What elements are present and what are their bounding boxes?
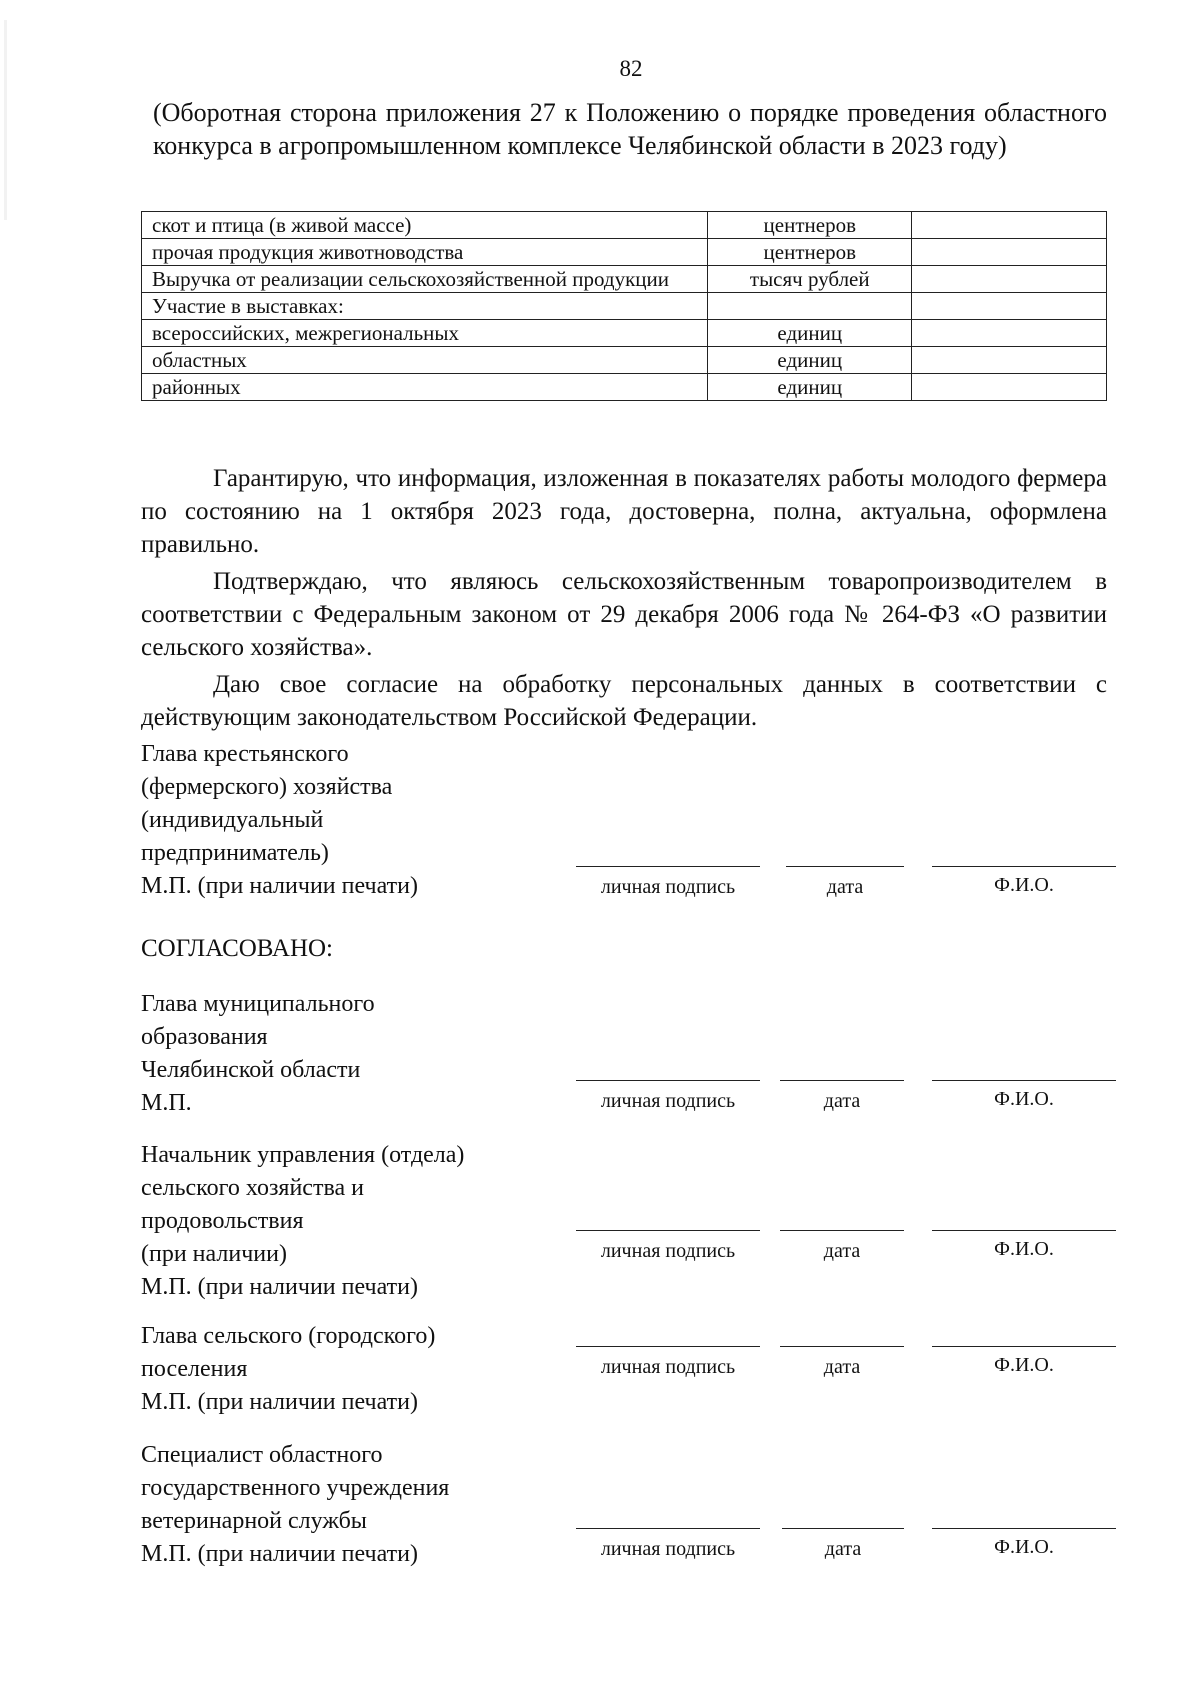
signatory-line: Глава муниципального [141, 991, 375, 1017]
signatory-line: поселения [141, 1356, 248, 1382]
row-label: районных [142, 374, 708, 401]
signatory-line: ветеринарной службы [141, 1508, 367, 1534]
row-value [912, 320, 1107, 347]
date-line [782, 1528, 904, 1529]
signatory-line: Начальник управления (отдела) [141, 1142, 465, 1168]
name-caption: Ф.И.О. [994, 1536, 1054, 1558]
row-label: Выручка от реализации сельскохозяйственной продукции [142, 266, 708, 293]
row-label: Участие в выставках: [142, 293, 708, 320]
signatory-line: сельского хозяйства и [141, 1175, 364, 1201]
row-label: областных [142, 347, 708, 374]
row-label: прочая продукция животноводства [142, 239, 708, 266]
row-value [912, 212, 1107, 239]
agreed-heading: СОГЛАСОВАНО: [141, 935, 334, 962]
row-unit: единиц [708, 374, 912, 401]
signature-line [576, 866, 760, 867]
table-row [142, 293, 1107, 320]
name-line [932, 1230, 1116, 1231]
signatory-line: М.П. (при наличии печати) [141, 1389, 418, 1415]
signatory-settlement-head [141, 1320, 561, 1419]
name-line [932, 1528, 1116, 1529]
date-caption: дата [823, 1356, 861, 1378]
confirmation-paragraph: Подтверждаю, что являюсь сельскохозяйственным товаропроизводителем в соответствии с Федеральным законом от 29 декабря 2006 года № 264-ФЗ «О развитии сельского хозяйства». [141, 568, 1107, 661]
signature-line [576, 1346, 760, 1347]
signature-line [576, 1230, 760, 1231]
signature-line [576, 1080, 760, 1081]
date-line [786, 866, 904, 867]
signature-caption: личная подпись [600, 1240, 736, 1262]
signatory-veterinary-specialist [141, 1439, 561, 1571]
signatory-line: Специалист областного [141, 1442, 383, 1468]
date-caption: дата [823, 1240, 861, 1262]
row-value [912, 374, 1107, 401]
date-caption: дата [823, 1090, 861, 1112]
appendix-header-note: (Оборотная сторона приложения 27 к Положению о порядке проведения областного конкурса в агропромышленном комплексе Челябинской области в 2023 году) [153, 98, 1107, 160]
name-caption: Ф.И.О. [994, 1088, 1054, 1110]
signatory-line: М.П. (при наличии печати) [141, 873, 418, 899]
row-value [912, 239, 1107, 266]
declaration-text [141, 462, 1107, 738]
page-number: 82 [619, 56, 643, 81]
table-row [142, 266, 1107, 293]
signature-caption: личная подпись [600, 1090, 736, 1112]
table-row [142, 374, 1107, 401]
row-value [912, 266, 1107, 293]
name-caption: Ф.И.О. [994, 1354, 1054, 1376]
name-caption: Ф.И.О. [994, 874, 1054, 896]
row-unit: тысяч рублей [708, 266, 912, 293]
table-row [142, 239, 1107, 266]
name-line [932, 1346, 1116, 1347]
table-row [142, 347, 1107, 374]
signature-caption: личная подпись [600, 1356, 736, 1378]
row-unit [708, 293, 912, 320]
signatory-line: Челябинской области [141, 1057, 361, 1083]
signatory-agriculture-head [141, 1139, 561, 1304]
signatory-line: (индивидуальный [141, 807, 324, 833]
row-label: скот и птица (в живой массе) [142, 212, 708, 239]
row-value [912, 293, 1107, 320]
signatory-line: (при наличии) [141, 1241, 287, 1267]
signatory-line: Глава крестьянского [141, 741, 349, 767]
row-unit: центнеров [708, 239, 912, 266]
signatory-farm-head [141, 738, 561, 903]
signatory-line: М.П. [141, 1090, 192, 1116]
row-unit: центнеров [708, 212, 912, 239]
row-label: всероссийских, межрегиональных [142, 320, 708, 347]
signature-caption: личная подпись [600, 1538, 736, 1560]
signature-line [576, 1528, 760, 1529]
name-line [932, 1080, 1116, 1081]
date-line [780, 1346, 904, 1347]
row-value [912, 347, 1107, 374]
date-line [780, 1230, 904, 1231]
indicators-table [141, 211, 1107, 401]
guarantee-paragraph: Гарантирую, что информация, изложенная в показателях работы молодого фермера по состоянию на 1 октября 2023 года, достоверна, полна, актуальна, оформлена правильно. [141, 465, 1107, 558]
signature-caption: личная подпись [600, 876, 736, 898]
scan-margin-artifact [4, 20, 7, 220]
signatory-line: государственного учреждения [141, 1475, 450, 1501]
name-caption: Ф.И.О. [994, 1238, 1054, 1260]
table-row [142, 212, 1107, 239]
date-caption: дата [826, 876, 864, 898]
signatory-line: М.П. (при наличии печати) [141, 1541, 418, 1567]
signatory-line: образования [141, 1024, 268, 1050]
signatory-line: М.П. (при наличии печати) [141, 1274, 418, 1300]
date-caption: дата [824, 1538, 862, 1560]
row-unit: единиц [708, 320, 912, 347]
date-line [780, 1080, 904, 1081]
signatory-municipal-head [141, 988, 561, 1120]
signatory-line: (фермерского) хозяйства [141, 774, 393, 800]
signatory-line: продовольствия [141, 1208, 304, 1234]
table-row [142, 320, 1107, 347]
row-unit: единиц [708, 347, 912, 374]
signatory-line: предприниматель) [141, 840, 329, 866]
consent-paragraph: Даю свое согласие на обработку персональных данных в соответствии с действующим законодательством Российской Федерации. [141, 671, 1107, 731]
signatory-line: Глава сельского (городского) [141, 1323, 436, 1349]
name-line [932, 866, 1116, 867]
